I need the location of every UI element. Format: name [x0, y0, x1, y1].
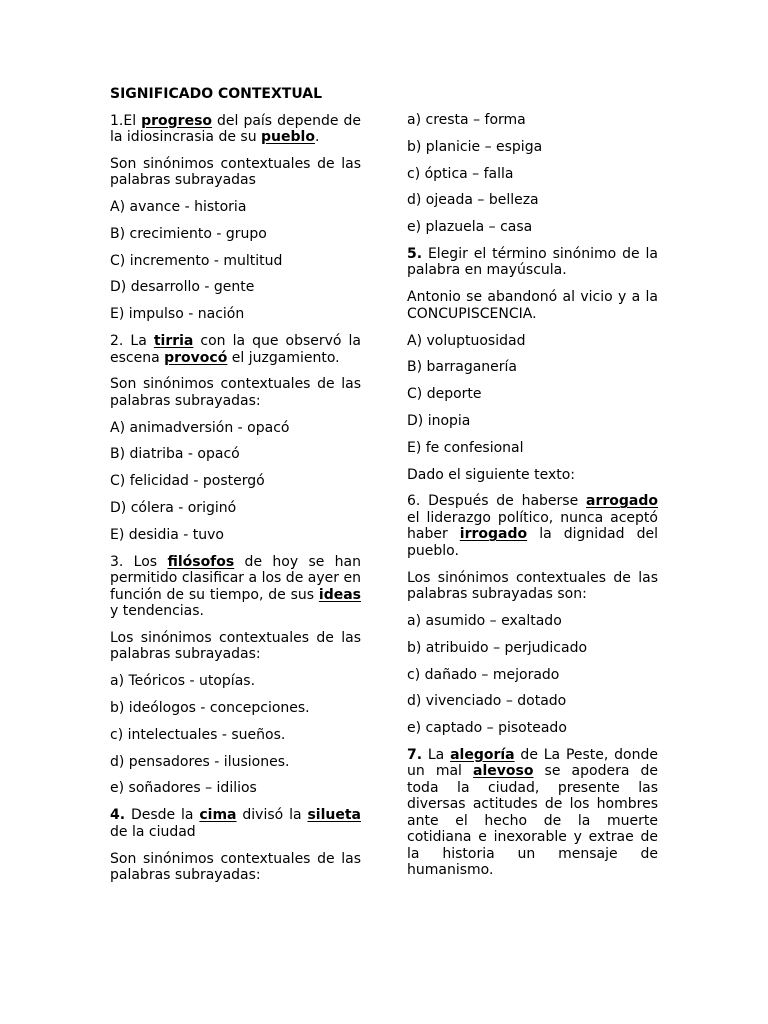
given-text-label: Dado el siguiente texto: [407, 466, 575, 483]
left-column [110, 86, 361, 894]
underlined-word: progreso [141, 112, 213, 129]
option: a) asumido – exaltado [407, 612, 562, 629]
option: C) deporte [407, 386, 482, 403]
right-column [407, 112, 658, 889]
option: C) felicidad - postergó [110, 473, 265, 490]
underlined-word: filósofos [167, 553, 235, 570]
option: A) voluptuosidad [407, 332, 526, 349]
option: b) planicie – espiga [407, 138, 543, 155]
question-4-instruction: Son sinónimos contextuales de las palabras subrayadas: [110, 850, 361, 884]
question-5: 5. Elegir el término sinónimo de la palabra en mayúscula. [407, 245, 658, 279]
option: B) crecimiento - grupo [110, 225, 267, 242]
option: a) cresta – forma [407, 112, 526, 128]
option: c) dañado – mejorado [407, 666, 560, 683]
option: c) intelectuales - sueños. [110, 726, 286, 743]
question-1: 1.El progreso del país depende de la idiosincrasia de su pueblo. [110, 112, 361, 145]
underlined-word: tirria [153, 333, 194, 350]
option: D) desarrollo - gente [110, 279, 255, 296]
option: B) barraganería [407, 359, 518, 376]
underlined-word: arrogado [586, 493, 658, 510]
question-2: 2. La tirria con la que observó la escena provocó el juzgamiento. [110, 333, 361, 366]
question-number: 4. [110, 807, 126, 824]
underlined-word: silueta [307, 807, 361, 824]
option: e) soñadores – idilios [110, 780, 257, 797]
option: A) animadversión - opacó [110, 419, 290, 436]
underlined-word: cima [199, 807, 237, 824]
underlined-word: ideas [318, 586, 361, 603]
question-3: 3. Los filósofos de hoy se han permitido clasificar a los de ayer en función de su tiempo, de sus ideas y tendencias. [110, 553, 362, 620]
question-number: 7. [407, 746, 423, 763]
underlined-word: alegoría [450, 746, 515, 763]
question-1-instruction: Son sinónimos contextuales de las palabras subrayadas [110, 155, 361, 189]
question-number: 5. [407, 245, 423, 262]
option: D) cólera - originó [110, 500, 237, 517]
underlined-word: provocó [164, 349, 228, 366]
option: B) diatriba - opacó [110, 446, 240, 463]
option: b) atribuido – perjudicado [407, 639, 588, 656]
question-6: 6. Después de haberse arrogado el liderazgo político, nunca aceptó haber irrogado la dignidad del pueblo. [407, 493, 658, 559]
question-2-instruction: Son sinónimos contextuales de las palabras subrayadas: [110, 376, 361, 409]
option: E) fe confesional [407, 439, 524, 456]
option: A) avance - historia [110, 199, 247, 216]
option: c) óptica – falla [407, 165, 514, 182]
option: d) vivenciado – dotado [407, 693, 567, 710]
option: d) pensadores - ilusiones. [110, 753, 290, 770]
option: e) captado – pisoteado [407, 720, 567, 737]
question-4: 4. Desde la cima divisó la silueta de la ciudad [110, 807, 361, 840]
option: d) ojeada – belleza [407, 192, 539, 209]
question-6-instruction: Los sinónimos contextuales de las palabras subrayadas son: [407, 569, 658, 603]
option: a) Teóricos - utopías. [110, 673, 256, 690]
underlined-word: alevoso [473, 763, 534, 780]
question-7: 7. La alegoría de La Peste, donde un mal alevoso se apodera de toda la ciudad, presente las diversas actitudes de los hombres ante el hecho de la muerte cotidiana e inexorable y extrae de la historia un mensaje de humanismo. [407, 746, 658, 879]
option: E) desidia - tuvo [110, 526, 224, 543]
option: D) inopia [407, 412, 471, 429]
option: C) incremento - multitud [110, 252, 283, 269]
question-3-instruction: Los sinónimos contextuales de las palabras subrayadas: [110, 629, 361, 663]
question-5-sentence: Antonio se abandonó al vicio y a la CONCUPISCENCIA. [407, 289, 658, 322]
underlined-word: pueblo [261, 129, 315, 145]
underlined-word: irrogado [459, 526, 528, 543]
option: b) ideólogos - concepciones. [110, 700, 310, 717]
option: E) impulso - nación [110, 306, 245, 323]
document-title: SIGNIFICADO CONTEXTUAL [110, 86, 323, 102]
option: e) plazuela – casa [407, 219, 533, 236]
